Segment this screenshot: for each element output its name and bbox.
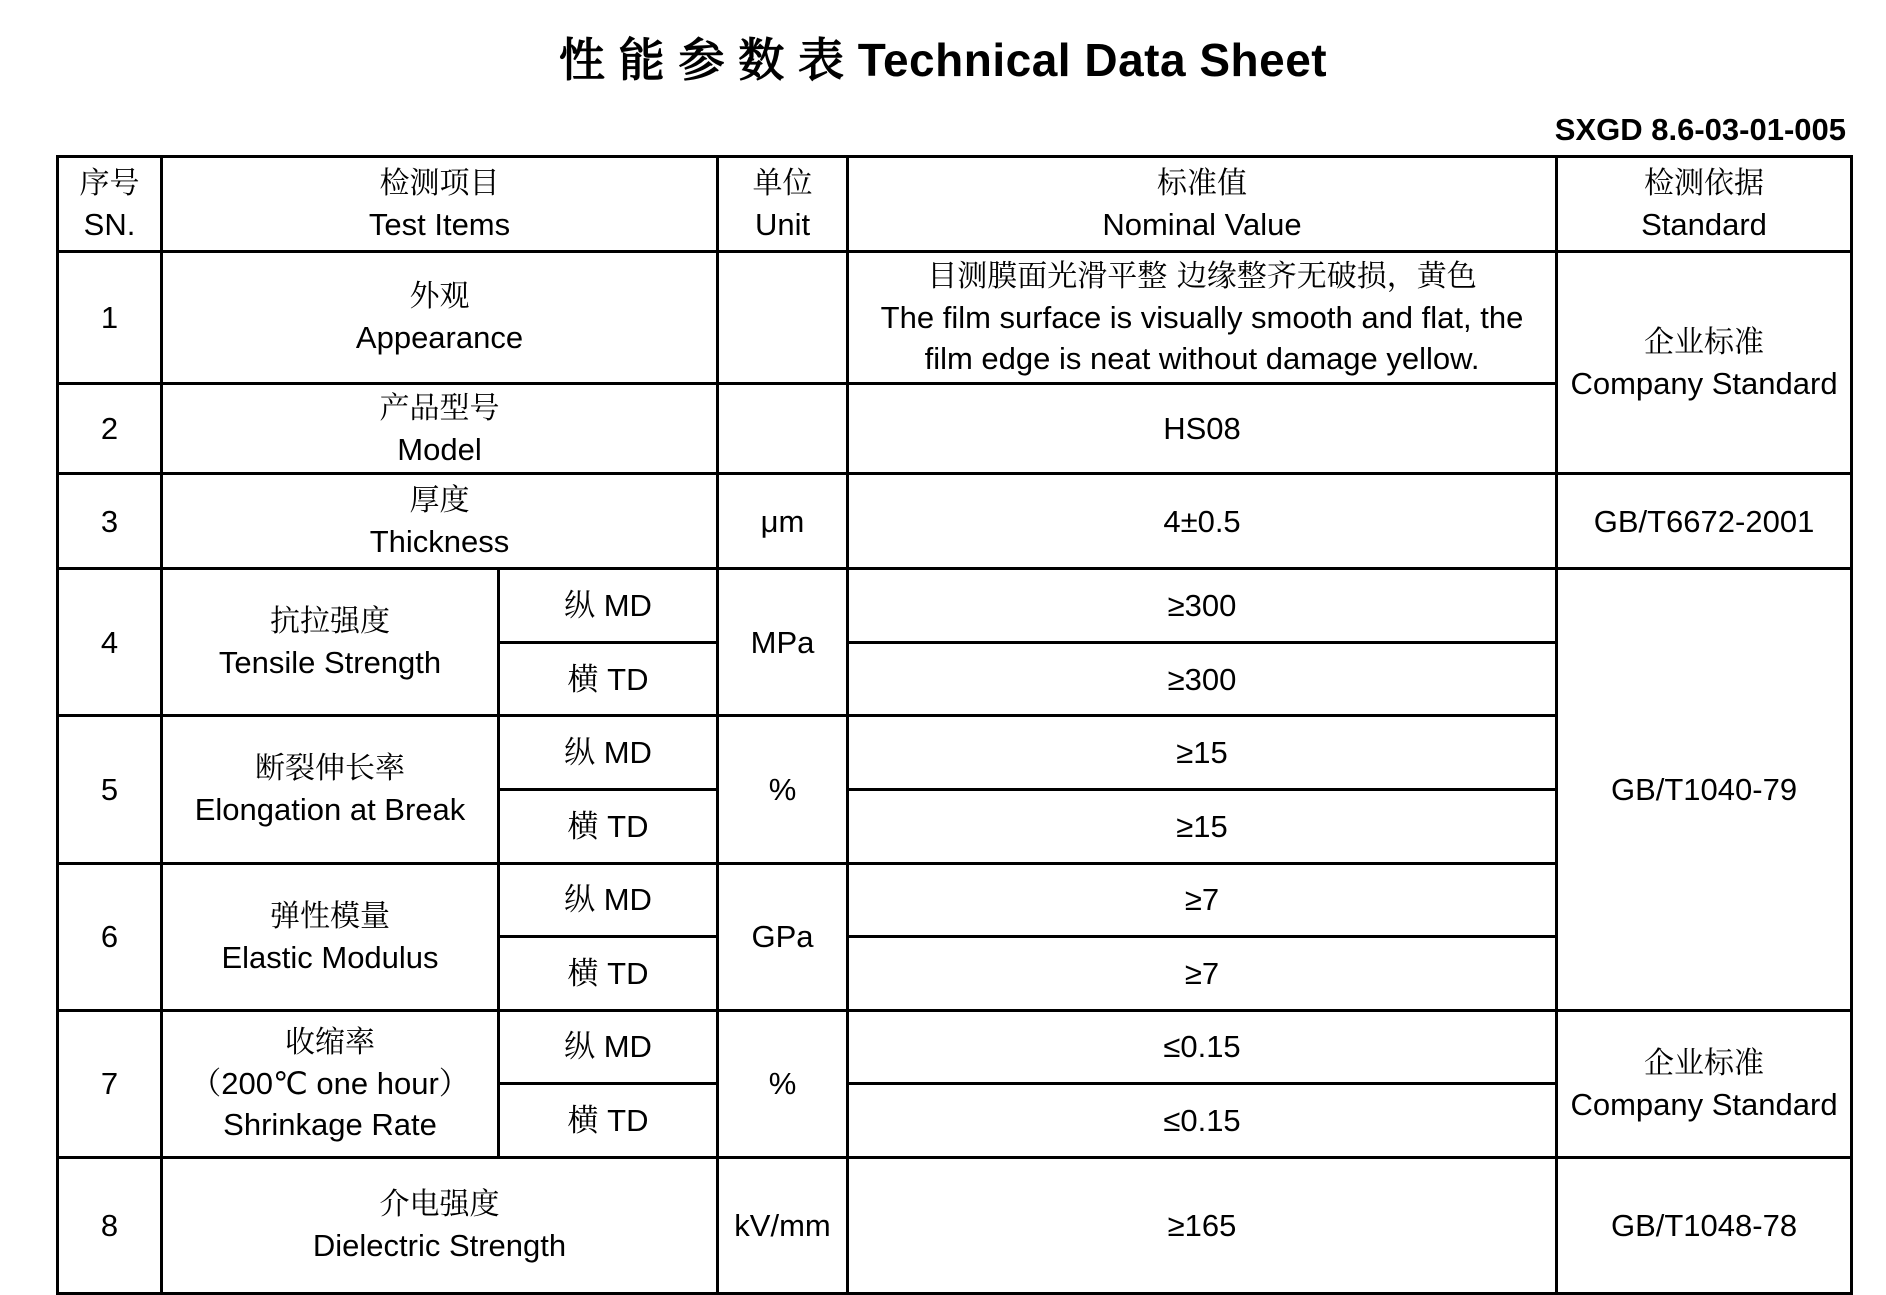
row-unit [718,251,848,383]
row-item: 收缩率 （200℃ one hour） Shrinkage Rate [162,1010,499,1157]
header-unit: 单位 Unit [718,157,848,252]
table-row [58,1157,1852,1293]
row-item: 产品型号 Model [162,383,718,474]
row-unit [718,383,848,474]
document-number: SXGD 8.6-03-01-005 [1554,112,1846,147]
row-value-md: ≥15 [848,716,1557,790]
direction-td: 横 TD [499,642,718,716]
row-item: 厚度 Thickness [162,474,718,569]
row-sn: 4 [58,569,162,716]
direction-md: 纵 MD [499,569,718,643]
row-item: 外观 Appearance [162,251,718,383]
header-nominal-value: 标准值 Nominal Value [848,157,1557,252]
row-sn: 6 [58,863,162,1010]
direction-td: 横 TD [499,789,718,863]
row-value-td: ≥15 [848,789,1557,863]
table-row [58,1010,1852,1084]
row-value-td: ≤0.15 [848,1084,1557,1158]
row-value: HS08 [848,383,1557,474]
header-test-items: 检测项目 Test Items [162,157,718,252]
row-value: ≥165 [848,1157,1557,1293]
direction-td: 横 TD [499,1084,718,1158]
data-sheet-table [56,155,1853,1295]
page-title: 性 能 参 数 表 Technical Data Sheet [558,34,1328,86]
row-unit: GPa [718,863,848,1010]
row-sn: 7 [58,1010,162,1157]
header-sn: 序号 SN. [58,157,162,252]
header-standard: 检测依据 Standard [1557,157,1852,252]
row-sn: 3 [58,474,162,569]
row-value-md: ≤0.15 [848,1010,1557,1084]
direction-md: 纵 MD [499,1010,718,1084]
row-unit: % [718,716,848,863]
direction-td: 横 TD [499,937,718,1011]
row-item: 介电强度 Dielectric Strength [162,1157,718,1293]
row-unit: kV/mm [718,1157,848,1293]
row-standard: 企业标准 Company Standard [1557,1010,1852,1157]
row-sn: 1 [58,251,162,383]
table-row [58,251,1852,383]
row-value-md: ≥7 [848,863,1557,937]
row-sn: 2 [58,383,162,474]
row-unit: MPa [718,569,848,716]
row-value-td: ≥7 [848,937,1557,1011]
row-value-md: ≥300 [848,569,1557,643]
row-standard: GB/T1048-78 [1557,1157,1852,1293]
row-sn: 8 [58,1157,162,1293]
row-item: 抗拉强度 Tensile Strength [162,569,499,716]
direction-md: 纵 MD [499,716,718,790]
row-standard: 企业标准 Company Standard [1557,251,1852,474]
direction-md: 纵 MD [499,863,718,937]
row-standard: GB/T6672-2001 [1557,474,1852,569]
row-sn: 5 [58,716,162,863]
row-value: 4±0.5 [848,474,1557,569]
row-value-td: ≥300 [848,642,1557,716]
row-unit: μm [718,474,848,569]
row-standard: GB/T1040-79 [1557,569,1852,1010]
row-value: 目测膜面光滑平整 边缘整齐无破损，黄色 The film surface is visually smooth and flat, the film edge is neat without damage yellow. [848,251,1557,383]
header-row [58,157,1852,252]
row-item: 弹性模量 Elastic Modulus [162,863,499,1010]
row-item: 断裂伸长率 Elongation at Break [162,716,499,863]
table-row [58,569,1852,643]
row-unit: % [718,1010,848,1157]
table-row [58,474,1852,569]
